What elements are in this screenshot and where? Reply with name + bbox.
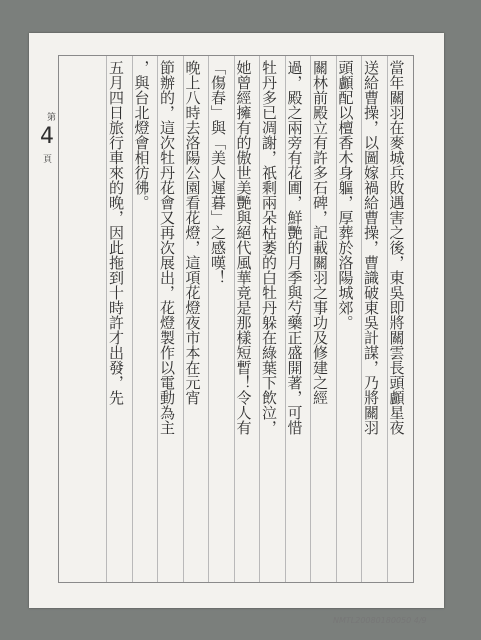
manuscript-column: 頭顱配以檀香木身軀，厚葬於洛陽城郊。 — [336, 60, 355, 330]
column-rule — [259, 56, 260, 582]
manuscript-column: 當年關羽在麥城兵敗遇害之後，東吳即將關雲長頭顱星夜 — [387, 60, 406, 435]
manuscript-column: 五月四日旅行車來的晚，因此拖到十時許才出發，先 — [107, 60, 125, 405]
page-number: 4 — [40, 124, 54, 149]
column-rule — [285, 56, 286, 582]
column-rule — [106, 56, 107, 582]
column-rule — [361, 56, 362, 582]
manuscript-column: 關林前殿立有許多石碑，記載關羽之事功及修建之經 — [311, 60, 329, 405]
page-label-suffix: 頁 — [43, 155, 53, 165]
column-rule — [157, 56, 158, 582]
column-rule — [132, 56, 133, 582]
manuscript-column: 晚上八時去洛陽公園看花燈，這項花燈夜市本在元宵 — [183, 60, 202, 405]
column-rule — [310, 56, 311, 582]
manuscript-column: ，與台北燈會相彷彿。 — [132, 60, 151, 210]
manuscript-column: 節辦的，這次牡丹花會又再次展出，花燈製作以電動為主 — [158, 60, 176, 435]
manuscript-column: 「傷春」與「美人遲暮」之感嘆！ — [209, 60, 227, 285]
column-rule — [234, 56, 235, 582]
column-rule — [336, 56, 337, 582]
page-label-prefix: 第 — [45, 112, 55, 121]
column-rule — [183, 56, 184, 582]
manuscript-column: 送給曹操，以圖嫁禍給曹操，曹識破東吳計謀，乃將關羽 — [362, 60, 380, 435]
column-rule — [208, 56, 209, 582]
archive-stamp: NMTL20080180050 4/9 — [333, 616, 427, 625]
manuscript-column: 過，殿之兩旁有花圃，鮮艷的月季與芍藥正盛開著，可惜 — [285, 60, 304, 435]
manuscript-column: 牡丹多已凋謝，祇剩兩朵枯萎的白牡丹躲在綠葉下飲泣， — [260, 60, 278, 435]
manuscript-column: 她曾經擁有的傲世美艷與絕代風華竟是那樣短暫！令人有 — [234, 60, 253, 435]
column-rule — [387, 56, 388, 582]
